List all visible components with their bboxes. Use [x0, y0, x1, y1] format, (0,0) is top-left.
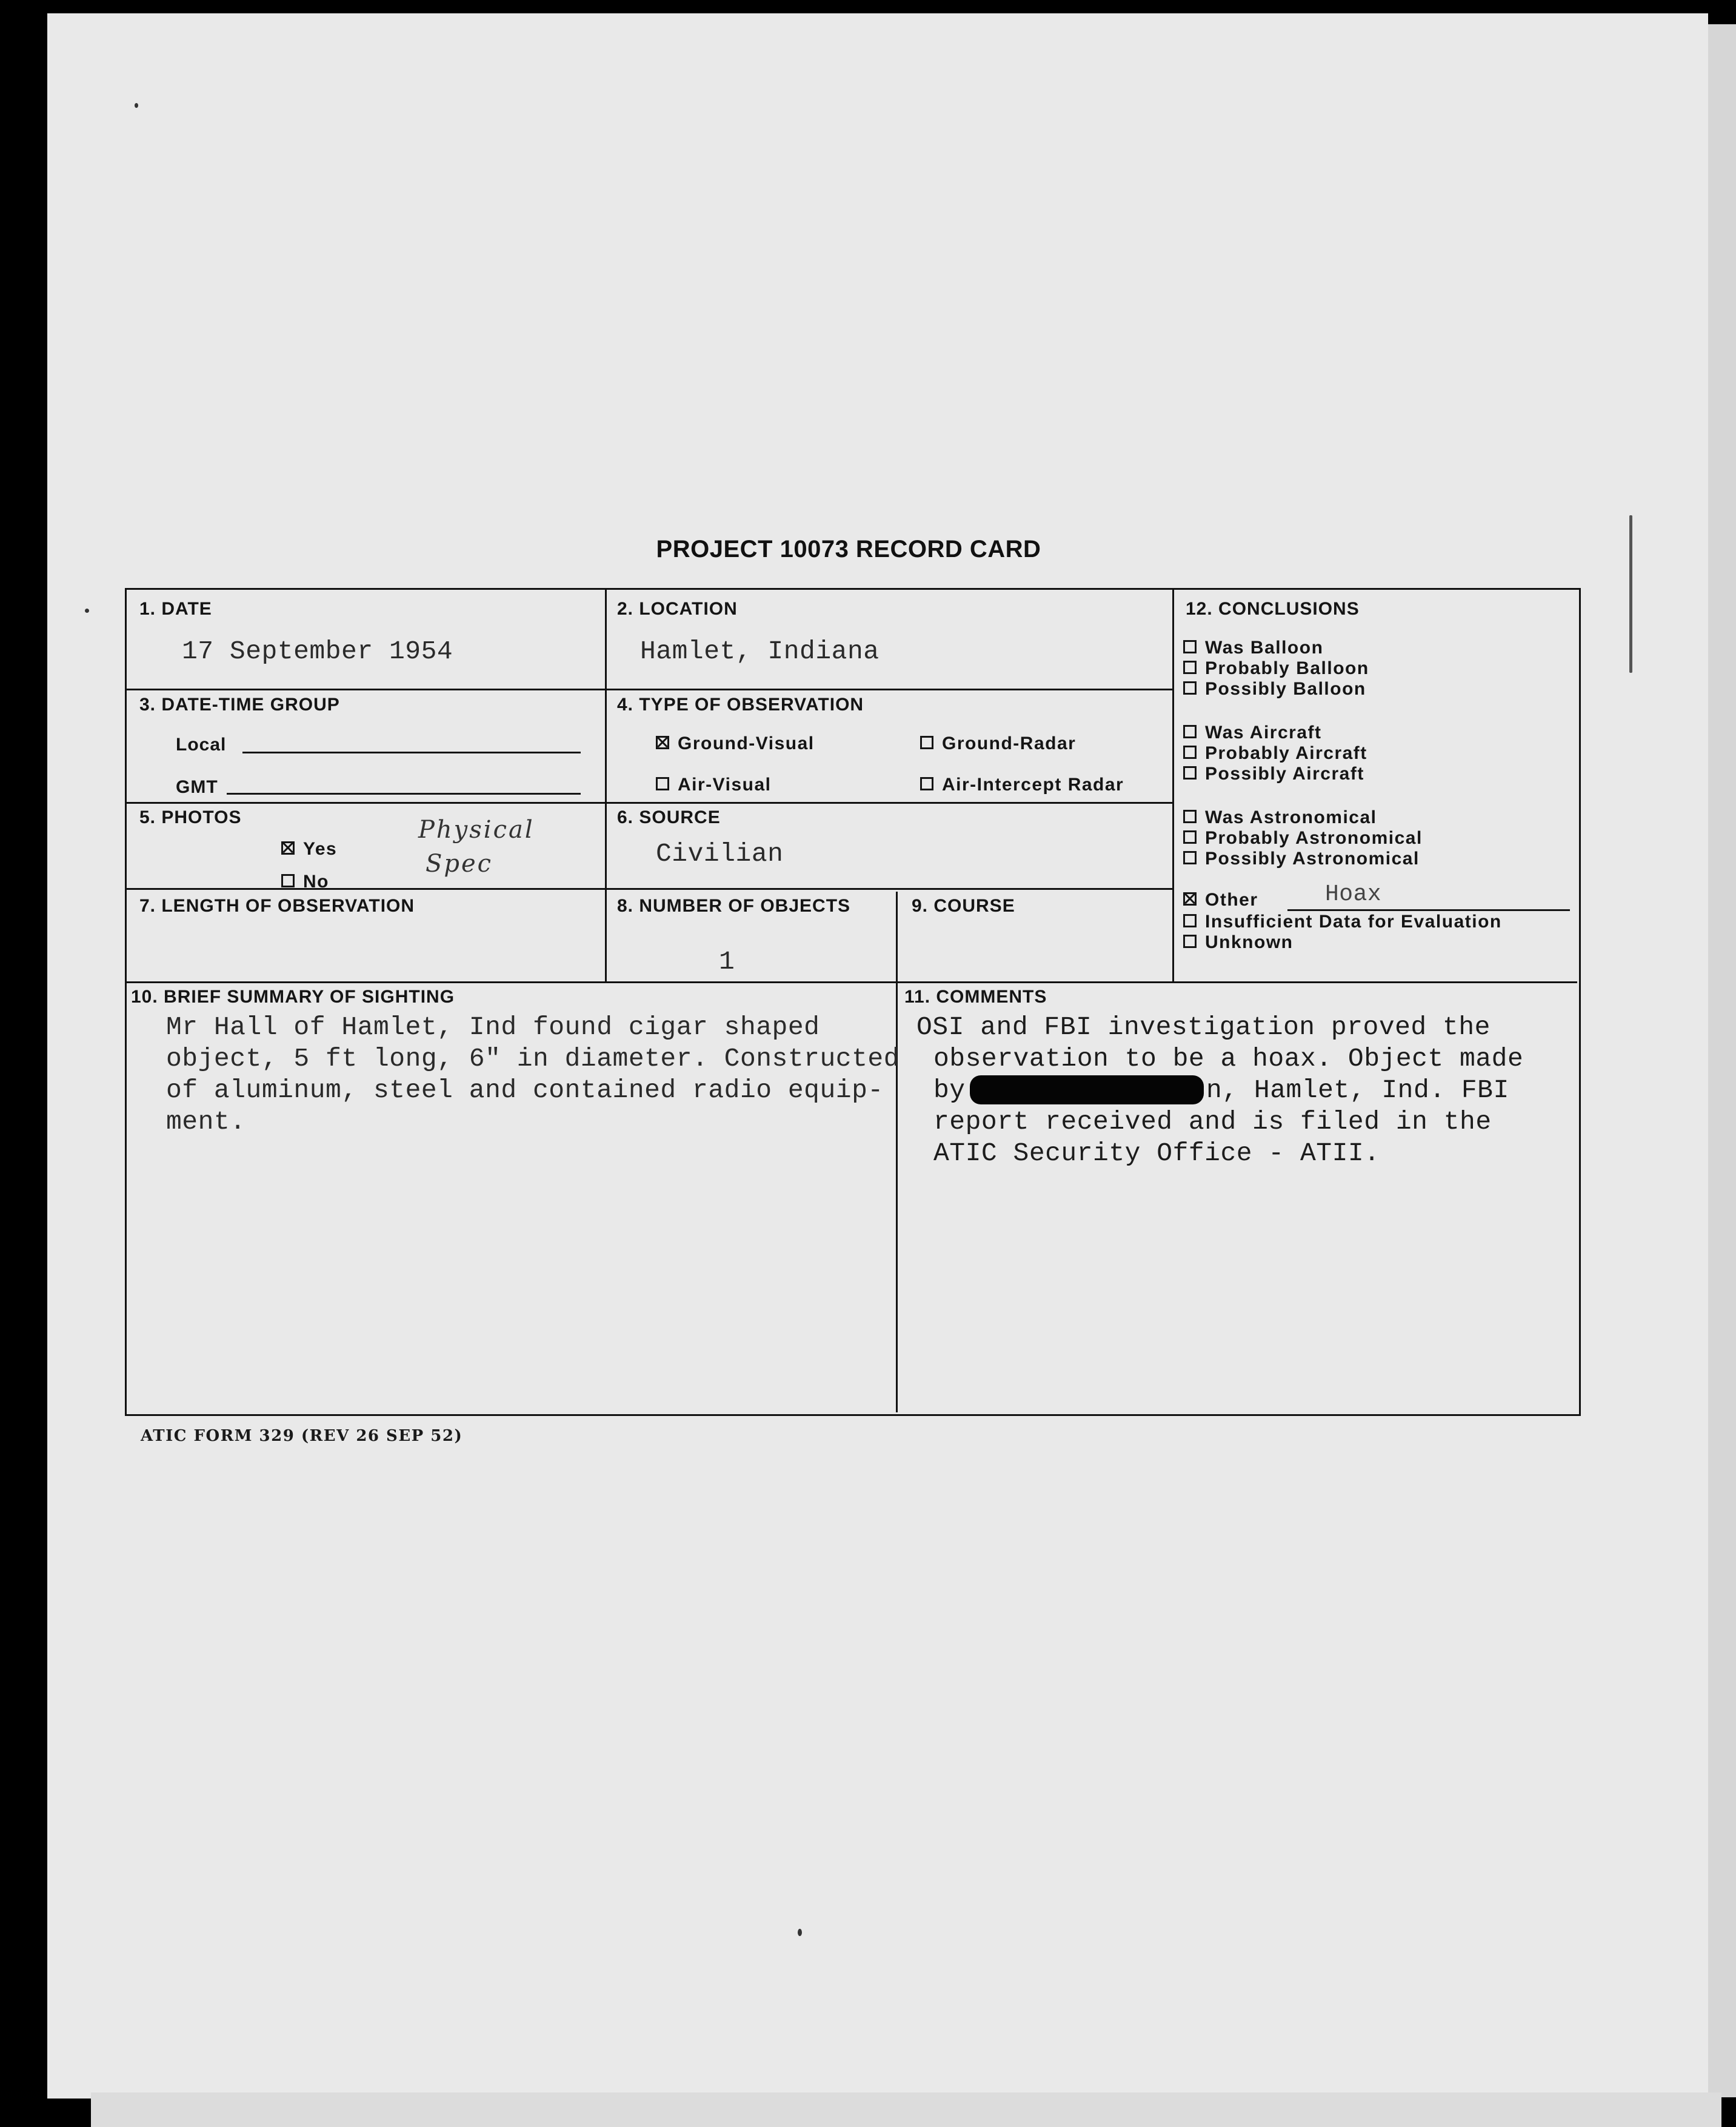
checkbox-empty-icon: [1183, 810, 1197, 823]
summary-line: Mr Hall of Hamlet, Ind found cigar shaped: [166, 1012, 820, 1042]
grid-line: [1172, 588, 1174, 981]
checkbox-empty-icon: [1183, 851, 1197, 864]
other-field: [1287, 909, 1570, 911]
comments-line: n, Hamlet, Ind. FBI: [1206, 1075, 1509, 1105]
local-label: Local: [176, 735, 227, 755]
course-label: 9. COURSE: [912, 896, 1015, 916]
gmt-label: GMT: [176, 777, 218, 797]
comments-line: OSI and FBI investigation proved the: [916, 1012, 1491, 1042]
checkbox-empty-icon: [656, 777, 669, 790]
conclusion-possibly-aircraft: Possibly Aircraft: [1183, 764, 1364, 784]
summary-line: ment.: [166, 1107, 246, 1137]
location-value: Hamlet, Indiana: [640, 636, 880, 666]
length-of-observation-label: 7. LENGTH OF OBSERVATION: [139, 896, 415, 916]
comments-line: report received and is filed in the: [933, 1107, 1492, 1137]
scan-speck: [85, 609, 89, 613]
type-of-observation-label: 4. TYPE OF OBSERVATION: [617, 695, 864, 715]
page-title: PROJECT 10073 RECORD CARD: [656, 536, 1041, 563]
checkbox-empty-icon: [281, 874, 295, 887]
checkbox-empty-icon: [1183, 661, 1197, 674]
photos-yes: Yes: [281, 839, 337, 860]
scan-speck: [135, 103, 138, 108]
date-value: 17 September 1954: [182, 636, 453, 666]
conclusion-probably-aircraft: Probably Aircraft: [1183, 743, 1367, 764]
checkbox-empty-icon: [1183, 681, 1197, 695]
checkbox-empty-icon: [1183, 640, 1197, 653]
comments-line: by: [933, 1075, 966, 1105]
conclusion-was-balloon: Was Balloon: [1183, 638, 1323, 658]
checkbox-checked-icon: [1183, 892, 1197, 906]
conclusion-unknown: Unknown: [1183, 932, 1294, 953]
location-label: 2. LOCATION: [617, 599, 738, 619]
grid-line: [605, 802, 607, 888]
summary-line: object, 5 ft long, 6" in diameter. Constructed: [166, 1044, 900, 1074]
checkbox-empty-icon: [1183, 725, 1197, 738]
date-time-group-label: 3. DATE-TIME GROUP: [139, 695, 340, 715]
conclusion-other: Other: [1183, 890, 1258, 910]
conclusion-possibly-balloon: Possibly Balloon: [1183, 679, 1366, 700]
other-value: Hoax: [1325, 881, 1382, 907]
conclusions-label: 12. CONCLUSIONS: [1186, 599, 1360, 619]
comments-line: observation to be a hoax. Object made: [933, 1044, 1524, 1074]
local-field: [242, 752, 581, 753]
checkbox-empty-icon: [1183, 935, 1197, 948]
handwritten-note: Spec: [426, 850, 493, 878]
conclusion-was-astronomical: Was Astronomical: [1183, 807, 1377, 828]
grid-line: [125, 689, 1172, 690]
observation-ground-radar: Ground-Radar: [920, 733, 1076, 754]
checkbox-empty-icon: [1183, 830, 1197, 844]
photos-label: 5. PHOTOS: [139, 807, 242, 827]
scan-speck: [798, 1929, 802, 1936]
conclusion-was-aircraft: Was Aircraft: [1183, 723, 1322, 743]
comments-label: 11. COMMENTS: [904, 987, 1047, 1007]
observation-air-intercept-radar: Air-Intercept Radar: [920, 775, 1124, 795]
record-card: [125, 588, 1581, 1416]
photos-no: No: [281, 872, 329, 892]
observation-air-visual: Air-Visual: [656, 775, 772, 795]
form-id: ATIC FORM 329 (REV 26 SEP 52): [141, 1427, 463, 1445]
conclusion-probably-balloon: Probably Balloon: [1183, 658, 1369, 679]
number-of-objects-value: 1: [719, 947, 735, 977]
checkbox-empty-icon: [1183, 914, 1197, 927]
checkbox-empty-icon: [920, 777, 933, 790]
number-of-objects-label: 8. NUMBER OF OBJECTS: [617, 896, 851, 916]
checkbox-checked-icon: [656, 736, 669, 749]
checkbox-empty-icon: [1183, 766, 1197, 780]
conclusion-insufficient-data: Insufficient Data for Evaluation: [1183, 912, 1502, 932]
source-label: 6. SOURCE: [617, 807, 721, 827]
gmt-field: [227, 793, 581, 795]
checkbox-empty-icon: [1183, 746, 1197, 759]
grid-line: [125, 802, 1172, 804]
date-label: 1. DATE: [139, 599, 212, 619]
source-value: Civilian: [656, 839, 784, 869]
grid-line: [125, 981, 1577, 983]
grid-line: [605, 588, 607, 981]
scan-streak: [1629, 515, 1632, 673]
comments-line: ATIC Security Office - ATII.: [933, 1138, 1380, 1168]
conclusion-possibly-astronomical: Possibly Astronomical: [1183, 849, 1420, 869]
observation-ground-visual: Ground-Visual: [656, 733, 815, 754]
handwritten-note: Physical: [418, 816, 535, 844]
scan-edge-bottom: [91, 2092, 1721, 2127]
redaction-mark: [970, 1075, 1204, 1104]
checkbox-empty-icon: [920, 736, 933, 749]
scan-edge-right: [1708, 24, 1736, 2097]
summary-label: 10. BRIEF SUMMARY OF SIGHTING: [131, 987, 455, 1007]
summary-line: of aluminum, steel and contained radio equip-: [166, 1075, 884, 1105]
conclusion-probably-astronomical: Probably Astronomical: [1183, 828, 1423, 849]
checkbox-checked-icon: [281, 841, 295, 855]
